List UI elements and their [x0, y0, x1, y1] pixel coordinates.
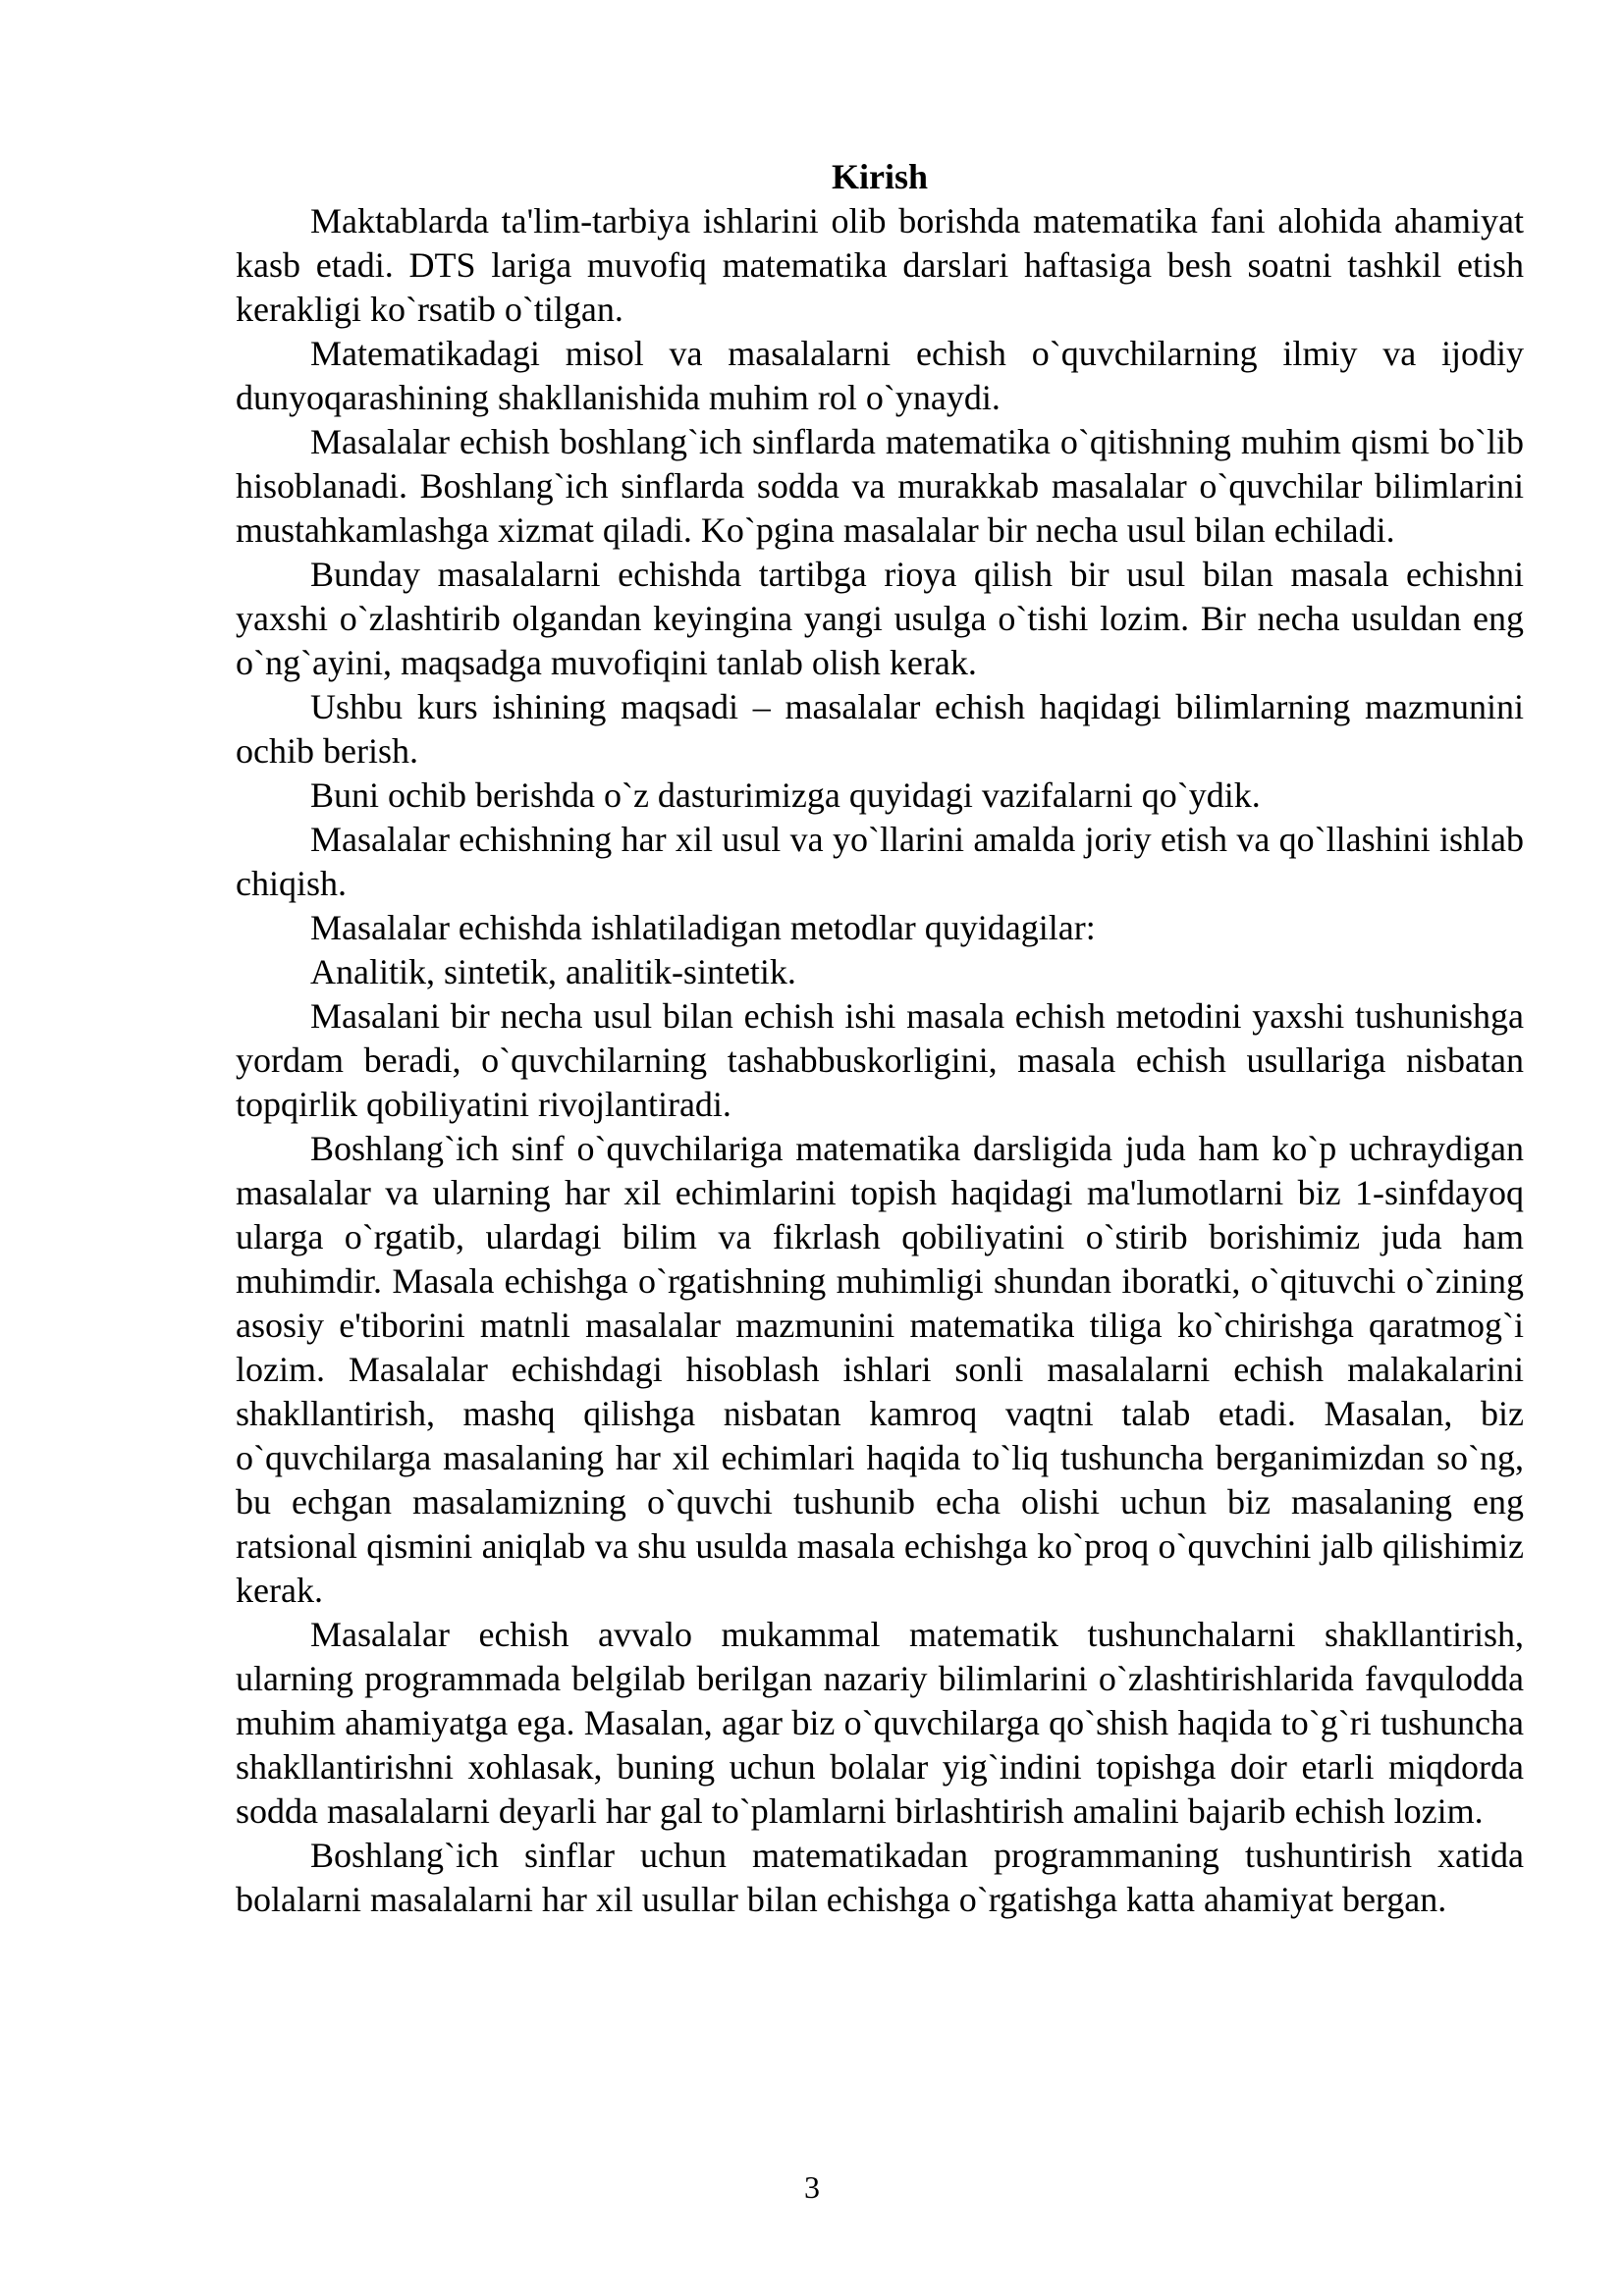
paragraph: Maktablarda ta'lim-tarbiya ishlarini olib borishda matematika fani alohida ahamiyat kasb etadi. DTS lariga muvofiq matematika darslari haftasiga besh soatni tashkil etish kerakligi ko`rsatib o`tilgan.	[236, 201, 1524, 329]
paragraph: Masalani bir necha usul bilan echish ishi masala echish metodini yaxshi tushunishga yordam beradi, o`quvchilarning tashabbuskorligini, masala echish usullariga nisbatan topqirlik qobiliyatini rivojlantiradi.	[236, 996, 1524, 1124]
paragraph: Bunday masalalarni echishda tartibga rioya qilish bir usul bilan masala echishni yaxshi o`zlashtirib olgandan keyingina yangi usulga o`tishi lozim. Bir necha usuldan eng o`ng`ayini, maqsadga muvofiqini tanlab olish kerak.	[236, 555, 1524, 682]
section-title: Kirish	[831, 157, 928, 196]
paragraph: Masalalar echish boshlang`ich sinflarda matematika o`qitishning muhim qismi bo`lib hisoblanadi. Boshlang`ich sinflarda sodda va murakkab masalalar o`quvchilar bilimlarini mustahkamlashga xizmat qiladi. Ko`pgina masalalar bir necha usul bilan echiladi.	[236, 422, 1524, 550]
paragraph: Boshlang`ich sinf o`quvchilariga matematika darsligida juda ham ko`p uchraydigan masalalar va ularning har xil echimlarini topish haqidagi ma'lumotlarni biz 1-sinfdayoq ularga o`rgatib, ulardagi bilim va fikrlash qobiliyatini o`stirib borishimiz juda ham muhimdir. Masala echishga o`rgatishning muhimligi shundan iboratki, o`qituvchi o`zining asosiy e'tiborini matnli masalalar mazmunini matematika tiliga ko`chirishga qaratmog`i lozim. Masalalar echishdagi hisoblash ishlari sonli masalalarni echish malakalarini shakllantirish, mashq qilishga nisbatan kamroq vaqtni talab etadi. Masalan, biz o`quvchilarga masalaning har xil echimlari haqida to`liq tushuncha berganimizdan so`ng, bu echgan masalamizning o`quvchi tushunib echa olishi uchun biz masalaning eng ratsional qismini aniqlab va shu usulda masala echishga ko`proq o`quvchini jalb qilishimiz kerak.	[236, 1129, 1524, 1610]
paragraph: Ushbu kurs ishining maqsadi – masalalar echish haqidagi bilimlarning mazmunini ochib berish.	[236, 687, 1524, 771]
paragraph: Boshlang`ich sinflar uchun matematikadan programmaning tushuntirish xatida bolalarni masalalarni har xil usullar bilan echishga o`rgatishga katta ahamiyat bergan.	[236, 1836, 1524, 1919]
document-page	[236, 155, 1524, 1922]
paragraph: Buni ochib berishda o`z dasturimizga quyidagi vazifalarni qo`ydik.	[310, 775, 1261, 815]
paragraph: Masalalar echishda ishlatiladigan metodlar quyidagilar:	[310, 908, 1096, 947]
paragraph: Matematikadagi misol va masalalarni echish o`quvchilarning ilmiy va ijodiy dunyoqarashining shakllanishida muhim rol o`ynaydi.	[236, 334, 1524, 417]
paragraph: Analitik, sintetik, analitik-sintetik.	[310, 952, 796, 991]
page-number: 3	[804, 2169, 820, 2205]
paragraph: Masalalar echishning har xil usul va yo`llarini amalda joriy etish va qo`llashini ishlab chiqish.	[236, 820, 1524, 903]
paragraph: Masalalar echish avvalo mukammal matematik tushunchalarni shakllantirish, ularning programmada belgilab berilgan nazariy bilimlarini o`zlashtirishlarida favqulodda muhim ahamiyatga ega. Masalan, agar biz o`quvchilarga qo`shish haqida to`g`ri tushuncha shakllantirishni xohlasak, buning uchun bolalar yig`indini topishga doir etarli miqdorda sodda masalalarni deyarli har gal to`plamlarni birlashtirish amalini bajarib echish lozim.	[236, 1615, 1524, 1831]
